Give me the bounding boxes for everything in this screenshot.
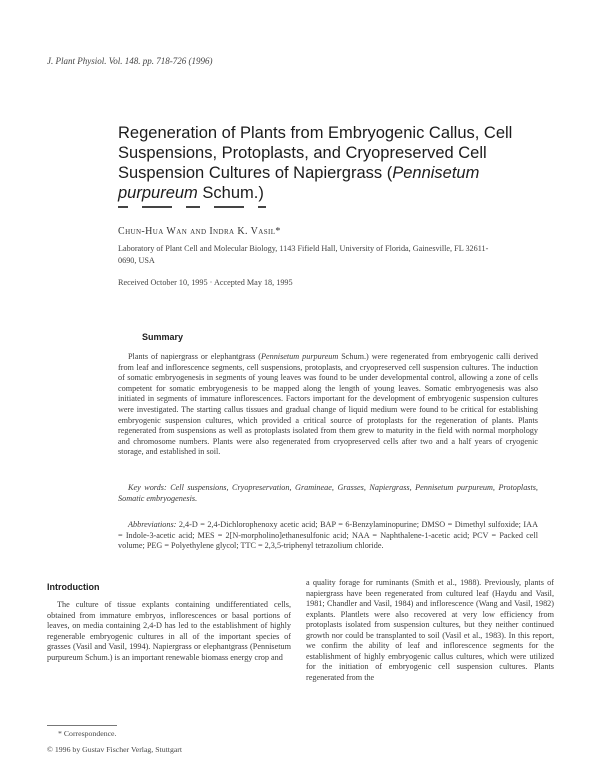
abbreviations	[118, 520, 538, 552]
keywords-list: Cell suspensions, Cryopreservation, Gramineae, Grasses, Napiergrass, Pennisetum purpureum, Protoplasts, Somatic embryogenesis.	[118, 483, 538, 503]
affiliation: Laboratory of Plant Cell and Molecular Biology, 1143 Fifield Hall, University of Florida, Gainesville, FL 32611-0690, USA	[118, 244, 489, 265]
footnote: * Correspondence.	[58, 729, 117, 738]
introduction-right-column: a quality forage for ruminants (Smith et al., 1988). Previously, plants of napiergrass have been regenerated from cultured leaf (Haydu and Vasil, 1981; Chandler and Vasil, 1984) and inflorescence (Wang and Vasil, 1982) explants. Plantlets were also recovered at very low efficiency from protoplasts isolated from suspension cultures, but they neither continued growth nor could be transplanted to soil (Vasil et al., 1983). In this report, we confirm the ability of leaf and inflorescence segments for the establishment of highly embryogenic callus cultures, which were utilized for the initiation of embryogenic cell suspension cultures. Plants regenerated from the	[306, 578, 554, 682]
footnote-rule	[47, 725, 117, 726]
authors: Chun-Hua Wan and Indra K. Vasil*	[118, 226, 281, 237]
title-tail: Schum.)	[197, 184, 264, 202]
article-title	[118, 123, 518, 203]
received-dates: Received October 10, 1995 · Accepted May 18, 1995	[118, 278, 293, 287]
introduction-left-column: The culture of tissue explants containing undifferentiated cells, obtained from immature embryos, inflorescences or basal portions of leaves, on media containing 2,4-D has led to the establishment of highly regenerable embryogenic cultures in all of the important species of grasses (Vasil and Vasil, 1994). Napiergrass or elephantgrass (Pennisetum purpureum Schum.) is an important renewable biomass energy crop and	[47, 600, 291, 662]
summary-part-2: Schum.) were regenerated from embryogenic calli derived from leaf and inflorescence segments, cell suspensions, protoplasts, and cryopreserved cell suspension cultures. The induction of somatic embryogenesis in segments of young leaves was found to be under developmental control, allowing a zone of cells competent for somatic embryogenesis to be mapped along the length of young leaves. Somatic embryogenesis was also initiated in segments of immature inflorescences. Factors important for the development of embryogenic suspension cultures were investigated. The starting callus tissues and gradual change of liquid medium were found to be critical for establishing embryogenic suspension cultures, which provided a critical source of protoplasts for the regeneration of plants. Plants regenerated from suspensions as well as protoplasts isolated from them grew to maturity in the field with normal morphology and chromosome numbers. Plants were also regenerated from cryopreserved cells after two and a half years of cryogenic storage, and established in soil.	[118, 352, 538, 457]
introduction-heading: Introduction	[47, 582, 100, 592]
abbreviations-label: Abbreviations:	[128, 520, 177, 529]
summary-heading: Summary	[142, 332, 184, 342]
summary-text	[118, 352, 538, 458]
title-main: Regeneration of Plants from Embryogenic Callus, Cell Suspensions, Protoplasts, and Cryopreserved Cell Suspension Cultures of Napiergrass (	[118, 124, 513, 182]
keywords	[118, 483, 538, 504]
title-rule	[118, 206, 328, 208]
keywords-label: Key words:	[128, 483, 167, 492]
summary-part-1: Plants of napiergrass or elephantgrass (	[128, 352, 261, 361]
title-species: Pennisetum purpureum	[118, 164, 480, 202]
summary-species: Pennisetum purpureum	[260, 352, 339, 361]
abbreviations-list: 2,4-D = 2,4-Dichlorophenoxy acetic acid; BAP = 6-Benzylaminopurine; DMSO = Dimethyl sulfoxide; IAA = Indole-3-acetic acid; MES = 2[N-morpholino]ethanesulfonic acid; NAA = Naphthalene-1-acetic acid; PCV = Packed cell volume; PEG = Polyethylene glycol; TTC = 2,3,5-triphenyl tetrazolium chloride.	[118, 520, 538, 551]
journal-reference: J. Plant Physiol. Vol. 148. pp. 718-726 (1996)	[47, 56, 213, 66]
copyright: © 1996 by Gustav Fischer Verlag, Stuttgart	[47, 745, 183, 754]
